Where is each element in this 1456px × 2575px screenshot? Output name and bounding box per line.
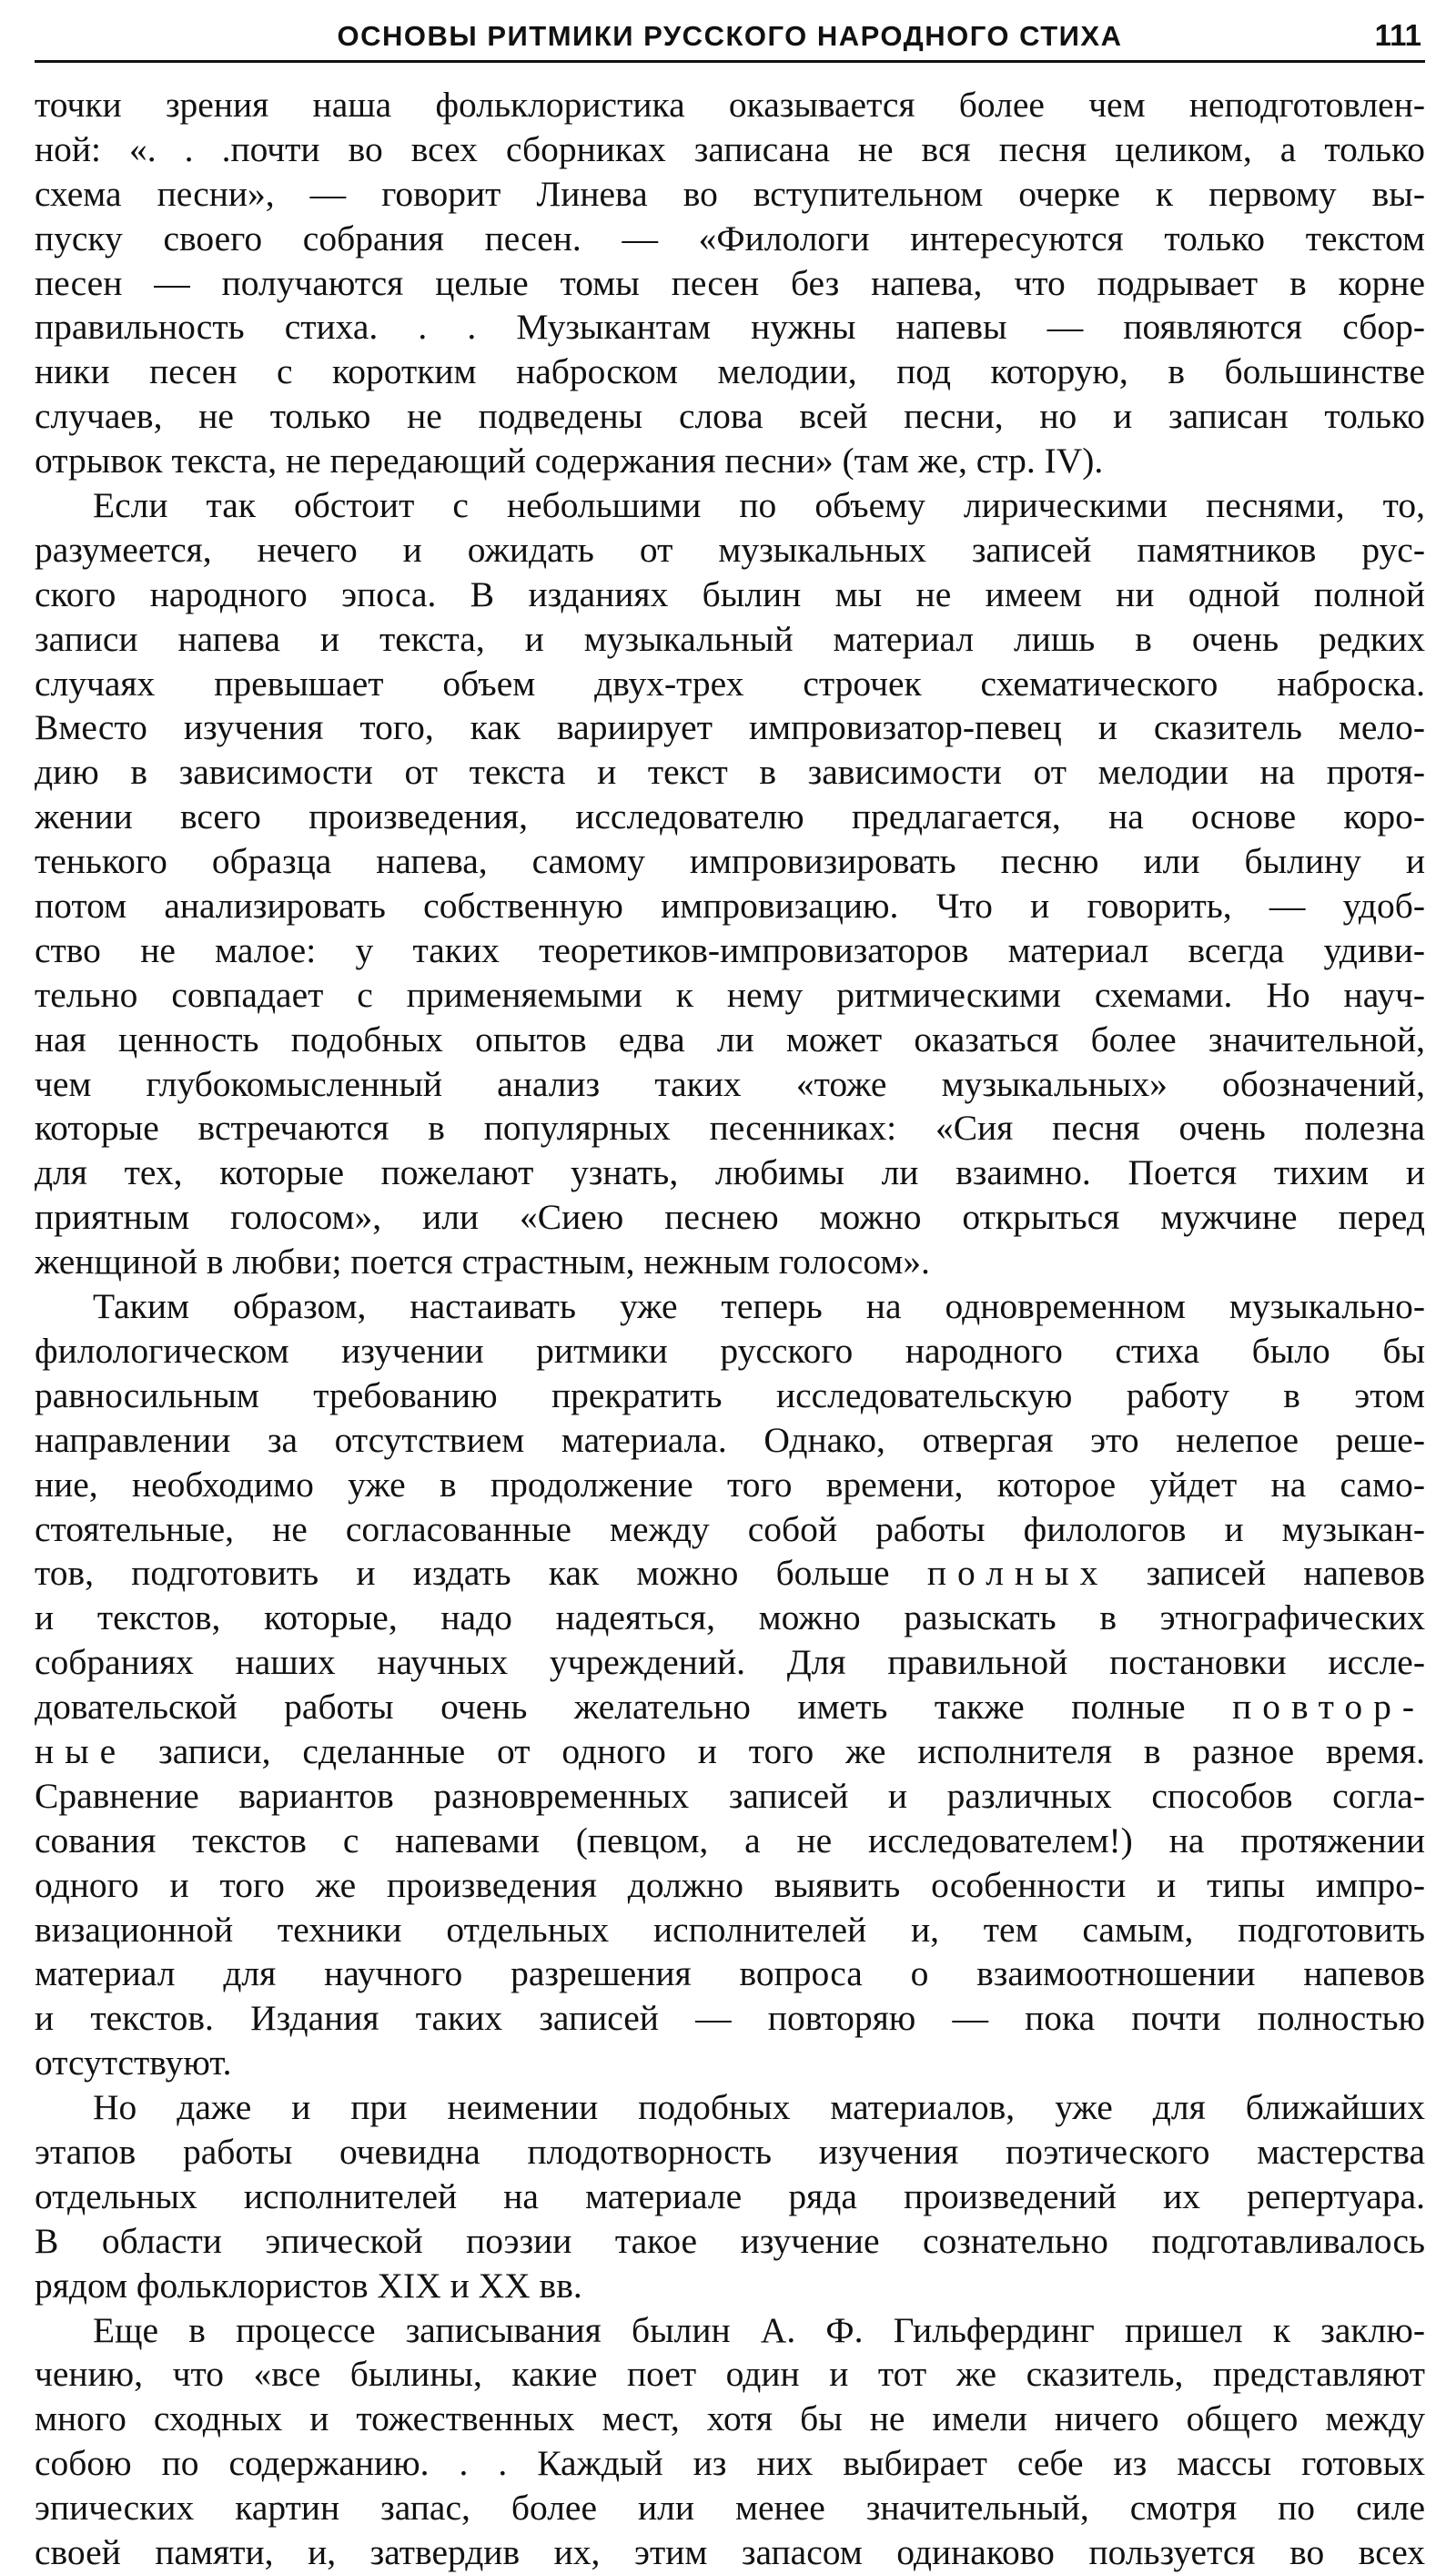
page-number: 111 (1374, 18, 1421, 52)
body-text (35, 83, 1425, 2575)
text-line: ная ценность подобных опытов едва ли может оказаться более значительной, (35, 1019, 1425, 1059)
text-line: жении всего произведения, исследователю предлагается, на основе коро- (35, 796, 1425, 837)
text-line: женщиной в любви; поется страстным, нежным голосом». (35, 1242, 930, 1282)
text-line: сования текстов с напевами (певцом, а не исследователем!) на протяжении (35, 1820, 1425, 1860)
text-line-with-spaced-emphasis (35, 1729, 1425, 1774)
text-line: отдельных исполнителей на материале ряда произведений их репертуара. (35, 2175, 1425, 2216)
spaced-emphasis: полных (926, 1553, 1109, 1594)
text-line: своей памяти, и, затвердив их, этим запасом одинаково пользуется во всех (35, 2531, 1425, 2572)
text-line: материал для научного разрешения вопроса о взаимоотношении напевов (35, 1953, 1425, 1994)
text-line: этапов работы очевидна плодотворность изучения поэтического мастерства (35, 2131, 1425, 2172)
running-header (35, 16, 1425, 63)
text-line: и текстов. Издания таких записей — повторяю — пока почти полностью (35, 1998, 1425, 2039)
text-line: для тех, которые пожелают узнать, любимы ли взаимно. Поется тихим и (35, 1152, 1425, 1193)
text-line: тельно совпадает с применяемыми к нему ритмическими схемами. Но науч- (35, 974, 1425, 1015)
text-line: ство не малое: у таких теоретиков-импровизаторов материал всегда удиви- (35, 929, 1425, 970)
line-segment: записи, сделанные от одного и того же исполнителя в разное время. (158, 1730, 1425, 1771)
text-line: тенького образца напева, самому импровизировать песню или былину и (35, 841, 1425, 882)
text-line: пуску своего собрания песен. — «Филологи интересуются только текстом (35, 218, 1425, 259)
text-line: и текстов, которые, надо надеяться, можно разыскать в этнографических (35, 1597, 1425, 1638)
text-line: собраниях наших научных учреждений. Для правильной постановки иссле- (35, 1642, 1425, 1683)
line-segment: тов, подготовить и издать как можно больше (35, 1553, 890, 1594)
text-line: ского народного эпоса. В изданиях былин мы не имеем ни одной полной (35, 573, 1425, 614)
text-line: схема песни», — говорит Линева во вступительном очерке к первому вы- (35, 173, 1425, 214)
paragraph-start-line: Таким образом, настаивать уже теперь на одновременном музыкально- (93, 1286, 1425, 1327)
text-line: филологическом изучении ритмики русского народного стиха было бы (35, 1330, 1425, 1371)
paragraph-start-line: Еще в процессе записывания былин А. Ф. Гильфердинг пришел к заклю- (93, 2309, 1425, 2350)
text-line: Сравнение вариантов разновременных записей и различных способов согла- (35, 1775, 1425, 1816)
text-line: собою по содержанию. . . Каждый из них выбирает себе из массы готовых (35, 2443, 1425, 2484)
text-line: чем глубокомысленный анализ таких «тоже музыкальных» обозначений, (35, 1063, 1425, 1104)
running-title: ОСНОВЫ РИТМИКИ РУССКОГО НАРОДНОГО СТИХА (337, 20, 1123, 52)
text-line: одного и того же произведения должно выявить особенности и типы импро- (35, 1864, 1425, 1905)
spaced-emphasis: ные (35, 1730, 127, 1771)
text-line: эпических картин запас, более или менее значительный, смотря по силе (35, 2488, 1425, 2529)
text-line: правильность стиха. . . Музыкантам нужны напевы — появляются сбор- (35, 307, 1425, 348)
text-line: приятным голосом», или «Сиею песнею можно открыться мужчине перед (35, 1197, 1425, 1238)
text-line: точки зрения наша фольклористика оказывается более чем неподготовлен- (35, 85, 1425, 125)
text-line-with-spaced-emphasis (35, 1685, 1425, 1729)
text-line: случаев, не только не подведены слова всей песни, но и записан только (35, 396, 1425, 437)
text-line: песен — получаются целые томы песен без напева, что подрывает в корне (35, 262, 1425, 303)
text-line: ние, необходимо уже в продолжение того времени, которое уйдет на само- (35, 1464, 1425, 1505)
paragraph-start-line: Но даже и при неимении подобных материалов, уже для ближайших (93, 2087, 1425, 2128)
text-line: ники песен с коротким наброском мелодии, под которую, в большинстве (35, 351, 1425, 392)
line-segment: довательской работы очень желательно иметь также полные (35, 1687, 1186, 1728)
spaced-emphasis: повтор- (1232, 1687, 1425, 1728)
text-line: разумеется, нечего и ожидать от музыкальных записей памятников рус- (35, 529, 1425, 570)
text-line: потом анализировать собственную импровизацию. Что и говорить, — удоб- (35, 886, 1425, 927)
text-line: которые встречаются в популярных песенниках: «Сия песня очень полезна (35, 1108, 1425, 1149)
text-line: равносильным требованию прекратить исследовательскую работу в этом (35, 1374, 1425, 1415)
book-page (35, 16, 1425, 2575)
text-line: Вместо изучения того, как вариирует импровизатор-певец и сказитель мело- (35, 707, 1425, 748)
text-line: чению, что «все былины, какие поет один и тот же сказитель, представляют (35, 2354, 1425, 2395)
text-line: случаях превышает объем двух-трех строчек схематического наброска. (35, 663, 1425, 704)
text-line: визационной техники отдельных исполнителей и, тем самым, подготовить (35, 1909, 1425, 1950)
text-line: рядом фольклористов XIX и XX вв. (35, 2265, 582, 2306)
text-line: записи напева и текста, и музыкальный материал лишь в очень редких (35, 618, 1425, 659)
text-line-with-spaced-emphasis (35, 1551, 1425, 1596)
text-line: отрывок текста, не передающий содержания песни» (там же, стр. IV). (35, 441, 1104, 482)
text-line: ной: «. . .почти во всех сборниках записана не вся песня целиком, а только (35, 128, 1425, 169)
paragraph-start-line: Если так обстоит с небольшими по объему лирическими песнями, то, (93, 485, 1425, 526)
text-line: направлении за отсутствием материала. Однако, отвергая это нелепое реше- (35, 1419, 1425, 1460)
text-line: отсутствуют. (35, 2043, 232, 2083)
text-line: стоятельные, не согласованные между собой работы филологов и музыкан- (35, 1508, 1425, 1549)
line-segment: записей напевов (1146, 1553, 1425, 1594)
text-line: дию в зависимости от текста и текст в зависимости от мелодии на протя- (35, 752, 1425, 793)
text-line: много сходных и тожественных мест, хотя бы не имели ничего общего между (35, 2398, 1425, 2439)
text-line: В области эпической поэзии такое изучение сознательно подготавливалось (35, 2220, 1425, 2261)
